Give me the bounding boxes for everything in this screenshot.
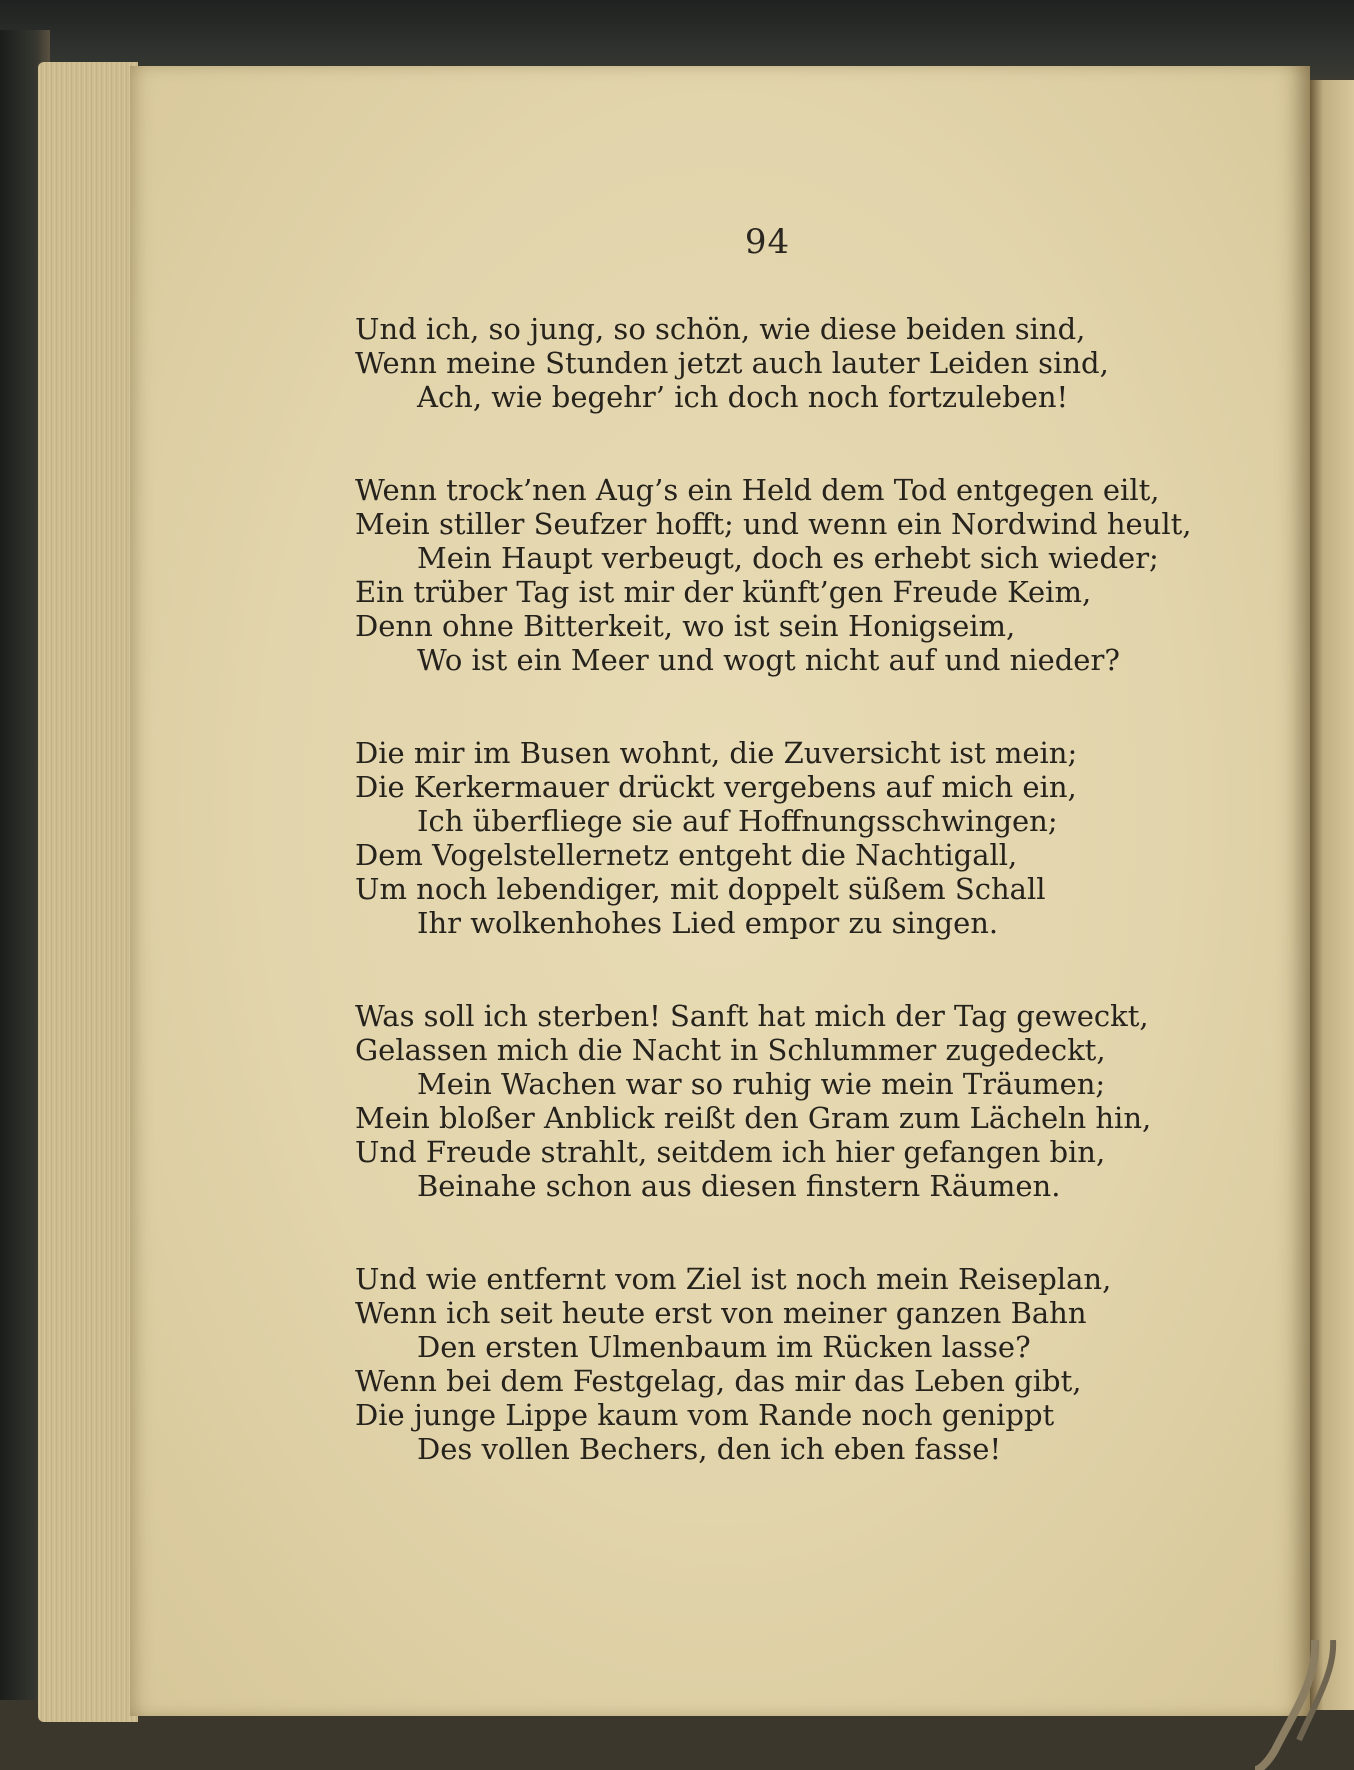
poem-line: Den ersten Ulmenbaum im Rücken lasse?	[417, 1330, 1031, 1364]
poem-line: Mein Wachen war so ruhig wie mein Träumen;	[417, 1067, 1106, 1101]
stanza	[355, 999, 1215, 1203]
poem-line: Die mir im Busen wohnt, die Zuversicht ist mein;	[355, 736, 1078, 770]
poem-line: Und ich, so jung, so schön, wie diese beiden sind,	[355, 312, 1086, 346]
poem-line: Ach, wie begehr’ ich doch noch fortzuleben!	[417, 380, 1069, 414]
poem-line: Wenn meine Stunden jetzt auch lauter Leiden sind,	[355, 346, 1109, 380]
stanza	[355, 1262, 1215, 1466]
poem-line: Gelassen mich die Nacht in Schlummer zugedeckt,	[355, 1033, 1106, 1067]
poem-line: Ihr wolkenhohes Lied empor zu singen.	[417, 906, 999, 940]
poem-line: Wenn ich seit heute erst von meiner ganzen Bahn	[355, 1296, 1087, 1330]
poem-line: Des vollen Bechers, den ich eben fasse!	[417, 1432, 1002, 1466]
page-edges	[38, 62, 138, 1722]
poem-text	[355, 312, 1215, 1525]
bookmark-ribbon	[1255, 1640, 1354, 1770]
poem-line: Ich überfliege sie auf Hoffnungsschwingen;	[417, 804, 1058, 838]
poem-line: Beinahe schon aus diesen finstern Räumen.	[417, 1169, 1061, 1203]
page-number: 94	[744, 222, 791, 262]
poem-line: Die junge Lippe kaum vom Rande noch genippt	[355, 1398, 1055, 1432]
poem-line: Wo ist ein Meer und wogt nicht auf und nieder?	[417, 643, 1120, 677]
poem-line: Was soll ich sterben! Sanft hat mich der Tag geweckt,	[355, 999, 1149, 1033]
poem-line: Dem Vogelstellernetz entgeht die Nachtigall,	[355, 838, 1018, 872]
poem-line: Mein stiller Seufzer hofft; und wenn ein Nordwind heult,	[355, 507, 1192, 541]
stanza	[355, 312, 1215, 414]
stanza	[355, 473, 1215, 677]
poem-line: Um noch lebendiger, mit doppelt süßem Schall	[355, 872, 1046, 906]
poem-line: Wenn bei dem Festgelag, das mir das Leben gibt,	[355, 1364, 1082, 1398]
poem-line: Und wie entfernt vom Ziel ist noch mein Reiseplan,	[355, 1262, 1112, 1296]
poem-line: Mein Haupt verbeugt, doch es erhebt sich wieder;	[417, 541, 1159, 575]
poem-line: Wenn trock’nen Aug’s ein Held dem Tod entgegen eilt,	[355, 473, 1160, 507]
poem-line: Und Freude strahlt, seitdem ich hier gefangen bin,	[355, 1135, 1106, 1169]
poem-line: Die Kerkermauer drückt vergebens auf mich ein,	[355, 770, 1077, 804]
poem-line: Denn ohne Bitterkeit, wo ist sein Honigseim,	[355, 609, 1016, 643]
stanza	[355, 736, 1215, 940]
facing-page-edge	[1310, 80, 1354, 1710]
poem-line: Ein trüber Tag ist mir der künft’gen Freude Keim,	[355, 575, 1092, 609]
poem-line: Mein bloßer Anblick reißt den Gram zum Lächeln hin,	[355, 1101, 1152, 1135]
